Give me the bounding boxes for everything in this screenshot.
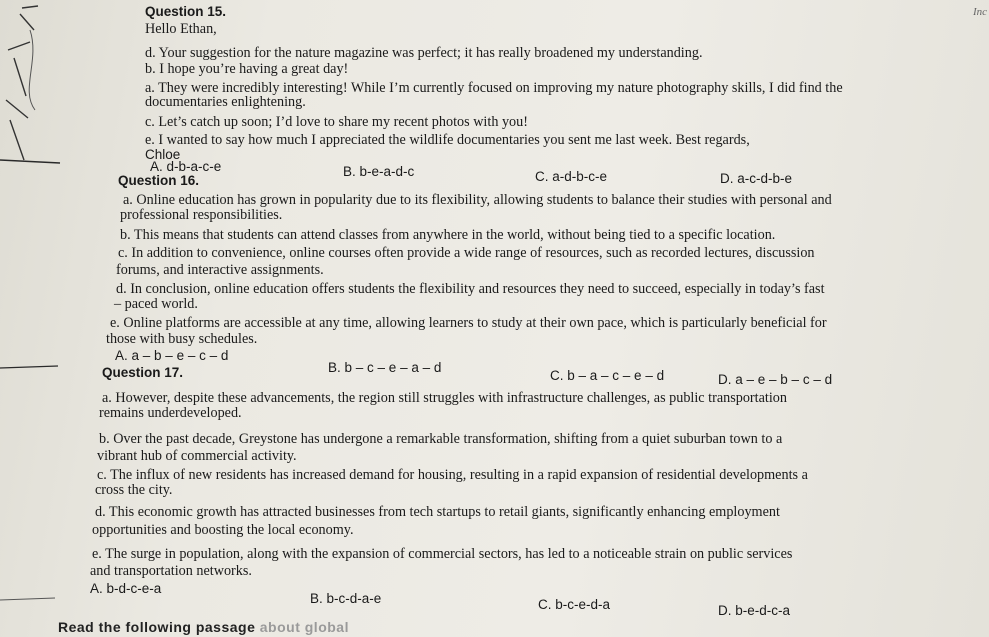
q17-heading: Question 17. xyxy=(102,365,184,380)
q16-sentence-c-line1: c. In addition to convenience, online courses often provide a wide range of resources, such as recorded lectures, discussion xyxy=(118,245,815,261)
q16-sentence-a-line2: professional responsibilities. xyxy=(120,207,283,223)
next-section-heading-visible: Read the following passage xyxy=(58,619,256,635)
q15-option-a-text: d-b-a-c-e xyxy=(166,159,222,174)
q17-sentence-c-line2: cross the city. xyxy=(95,482,173,498)
q17-sentence-e-line1: e. The surge in population, along with the expansion of commercial sectors, has led to a noticeable strain on public services xyxy=(92,546,793,562)
q17-option-a-text: b-d-c-e-a xyxy=(106,581,162,596)
q16-sentence-e-line1: e. Online platforms are accessible at any time, allowing learners to study at their own pace, which is particularly beneficial for xyxy=(110,315,827,331)
q15-option-d-letter: D. xyxy=(720,171,734,186)
q17-option-c-text: b-c-e-d-a xyxy=(555,597,611,612)
q17-sentence-a-line1: a. However, despite these advancements, the region still struggles with infrastructure challenges, as public transportation xyxy=(102,390,787,406)
q17-option-b-text: b-c-d-a-e xyxy=(326,591,382,606)
q15-option-d-text: a-c-d-b-e xyxy=(737,171,793,186)
q15-option-c-text: a-d-b-c-e xyxy=(552,169,608,184)
q17-option-c-letter: C. xyxy=(538,597,552,612)
q15-option-d[interactable] xyxy=(720,171,792,187)
q16-sentence-a-line1: a. Online education has grown in popularity due to its flexibility, allowing students to balance their studies with personal and xyxy=(123,192,832,208)
q15-sentence-c: c. Let’s catch up soon; I’d love to share my recent photos with you! xyxy=(145,114,528,130)
q16-option-b[interactable] xyxy=(328,360,441,376)
q16-sentence-b: b. This means that students can attend classes from anywhere in the world, without being tied to a specific location. xyxy=(120,227,776,243)
q15-option-b-letter: B. xyxy=(343,164,356,179)
q17-option-b[interactable] xyxy=(310,591,381,607)
corner-text: Inc xyxy=(972,6,987,18)
q17-option-b-letter: B. xyxy=(310,591,323,606)
q15-option-b[interactable] xyxy=(343,164,414,180)
q17-sentence-b-line1: b. Over the past decade, Greystone has undergone a remarkable transformation, shifting from a quiet suburban town to a xyxy=(99,431,783,447)
q17-sentence-a-line2: remains underdeveloped. xyxy=(99,405,242,421)
q17-sentence-e-line2: and transportation networks. xyxy=(90,563,252,579)
q16-option-a-text: a – b – e – c – d xyxy=(131,348,229,363)
q15-option-c-letter: C. xyxy=(535,169,549,184)
q16-option-c-text: b – a – c – e – d xyxy=(567,368,665,383)
q16-option-a[interactable] xyxy=(115,348,228,364)
q16-option-d[interactable] xyxy=(718,372,832,388)
q15-sentence-d: d. Your suggestion for the nature magazine was perfect; it has really broadened my understanding. xyxy=(145,45,703,61)
q15-option-c[interactable] xyxy=(535,169,607,185)
next-section-heading-faded: about global xyxy=(255,619,349,635)
next-section-heading xyxy=(58,619,478,637)
q16-sentence-d-line2: – paced world. xyxy=(114,296,198,312)
q16-option-c[interactable] xyxy=(550,368,664,384)
q15-sentence-b: b. I hope you’re having a great day! xyxy=(145,61,349,77)
q15-heading: Question 15. xyxy=(145,4,227,19)
q16-sentence-e-line2: those with busy schedules. xyxy=(106,331,258,347)
q17-sentence-c-line1: c. The influx of new residents has increased demand for housing, resulting in a rapid expansion of residential developments a xyxy=(97,467,808,483)
q16-option-c-letter: C. xyxy=(550,368,564,383)
q16-option-d-letter: D. xyxy=(718,372,732,387)
q15-option-b-text: b-e-a-d-c xyxy=(359,164,415,179)
q17-option-a-letter: A. xyxy=(90,581,103,596)
q16-sentence-c-line2: forums, and interactive assignments. xyxy=(116,262,324,278)
q16-heading: Question 16. xyxy=(118,173,200,188)
q17-sentence-b-line2: vibrant hub of commercial activity. xyxy=(97,448,297,464)
q17-option-c[interactable] xyxy=(538,597,610,613)
q17-option-d[interactable] xyxy=(718,603,790,619)
q16-option-d-text: a – e – b – c – d xyxy=(735,372,833,387)
q16-option-b-letter: B. xyxy=(328,360,341,375)
q17-option-a[interactable] xyxy=(90,581,161,597)
q16-sentence-d-line1: d. In conclusion, online education offers students the flexibility and resources they need to succeed, especially in today’s fast xyxy=(116,281,825,297)
q16-option-b-text: b – c – e – a – d xyxy=(344,360,442,375)
q15-sentence-e: e. I wanted to say how much I appreciated the wildlife documentaries you sent me last week. Best regards, xyxy=(145,132,750,148)
q17-sentence-d-line2: opportunities and boosting the local economy. xyxy=(92,522,354,538)
q17-option-d-text: b-e-d-c-a xyxy=(735,603,791,618)
q15-option-a-letter: A. xyxy=(150,159,163,174)
q15-greeting: Hello Ethan, xyxy=(145,21,217,37)
q17-sentence-d-line1: d. This economic growth has attracted businesses from tech startups to retail giants, significantly enhancing employment xyxy=(95,504,780,520)
q16-option-a-letter: A. xyxy=(115,348,128,363)
q15-sentence-a-line1: a. They were incredibly interesting! While I’m currently focused on improving my nature photography skills, I did find the xyxy=(145,80,843,96)
q15-sentence-a-line2: documentaries enlightening. xyxy=(145,94,306,110)
q17-option-d-letter: D. xyxy=(718,603,732,618)
q15-signoff: Chloe xyxy=(145,147,181,162)
